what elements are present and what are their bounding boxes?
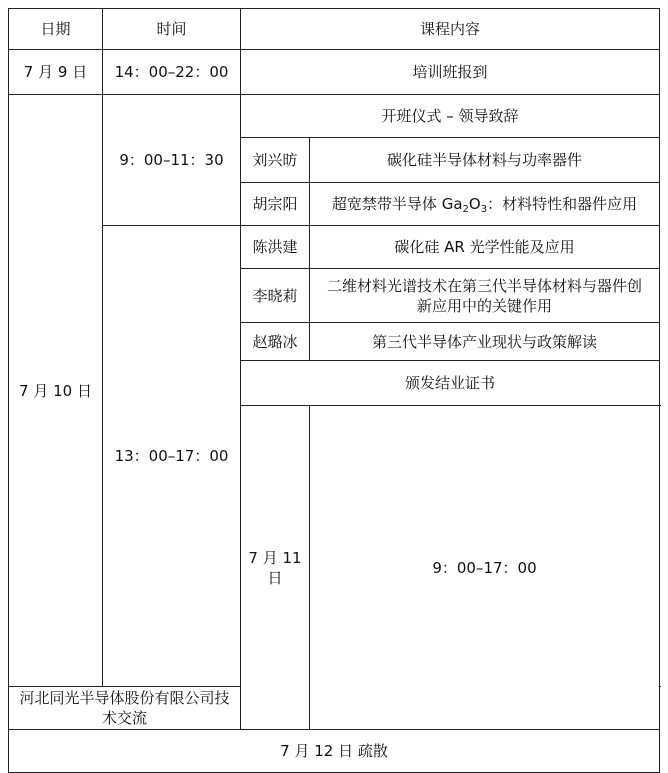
content-cell: 培训班报到 (241, 50, 660, 95)
table-row (9, 226, 660, 269)
content-cell: 颁发结业证书 (241, 361, 660, 406)
topic-text: O (468, 195, 481, 213)
topic-cell: 碳化硅半导体材料与功率器件 (310, 138, 660, 183)
header-content: 课程内容 (241, 9, 660, 50)
topic-cell (310, 269, 660, 323)
topic-text: ：材料特性和器件应用 (487, 195, 638, 213)
table-row (9, 730, 660, 773)
dispersal-cell: 7 月 12 日 疏散 (9, 730, 660, 773)
topic-cell: 碳化硅 AR 光学性能及应用 (310, 226, 660, 269)
date-cell: 7 月 11 日 (241, 406, 310, 730)
header-date: 日期 (9, 9, 103, 50)
topic-cell: 第三代半导体产业现状与政策解读 (310, 323, 660, 361)
speaker-cell: 陈洪建 (241, 226, 310, 269)
course-schedule-table (8, 8, 660, 773)
time-cell: 9：00–11：30 (103, 95, 241, 226)
topic-line: 新应用中的关键作用 (417, 296, 553, 315)
time-cell: 14：00–22：00 (103, 50, 241, 95)
subscript: 2 (462, 204, 469, 215)
content-cell: 开班仪式 – 领导致辞 (241, 95, 660, 138)
topic-line: 二维材料光谱技术在第三代半导体材料与器件创 (327, 276, 643, 295)
speaker-cell: 赵璐冰 (241, 323, 310, 361)
time-cell: 9：00–17：00 (310, 406, 660, 730)
table-row (9, 50, 660, 95)
speaker-cell: 胡宗阳 (241, 183, 310, 226)
content-cell: 河北同光半导体股份有限公司技术交流 (9, 687, 241, 730)
date-cell: 7 月 10 日 (9, 95, 103, 687)
speaker-cell: 李晓莉 (241, 269, 310, 323)
table-row (9, 95, 660, 138)
subscript: 3 (480, 204, 488, 215)
topic-text: 超宽禁带半导体 Ga (331, 195, 463, 213)
speaker-cell: 刘兴昉 (241, 138, 310, 183)
header-time: 时间 (103, 9, 241, 50)
topic-cell (310, 183, 660, 226)
date-cell: 7 月 9 日 (9, 50, 103, 95)
header-row (9, 9, 660, 50)
time-cell: 13：00–17：00 (103, 226, 241, 687)
